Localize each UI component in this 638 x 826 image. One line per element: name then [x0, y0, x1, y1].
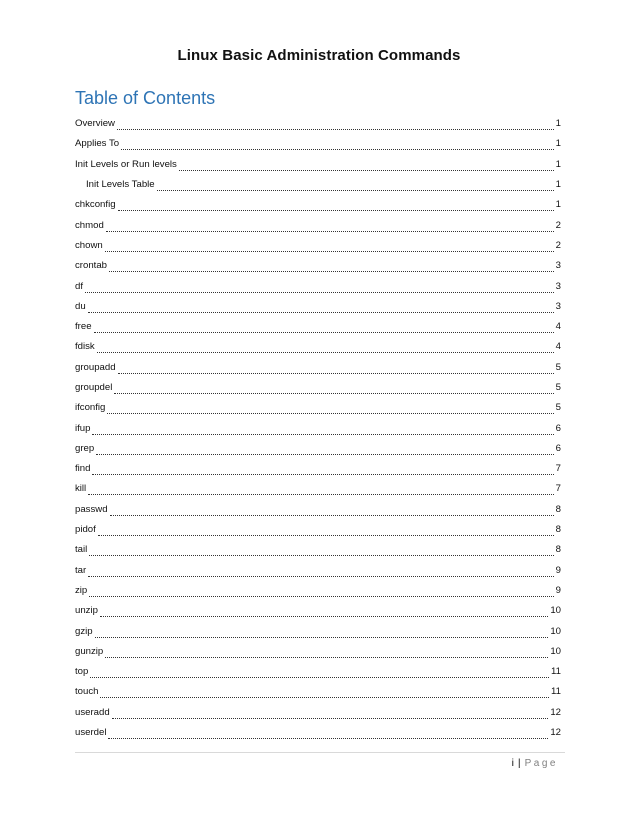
toc-entry-label[interactable]: crontab [75, 260, 107, 272]
toc-dot-leader [88, 305, 554, 313]
toc-entry-label[interactable]: passwd [75, 503, 108, 515]
toc-dot-leader [88, 487, 553, 495]
toc-heading: Table of Contents [75, 88, 216, 108]
toc-entry[interactable] [75, 642, 561, 662]
toc-entry-page[interactable]: 7 [555, 463, 561, 475]
toc-dot-leader [112, 711, 549, 719]
toc-entry-page[interactable]: 6 [555, 422, 561, 434]
toc-entry-page[interactable]: 5 [555, 402, 561, 414]
toc-entry-label[interactable]: du [75, 300, 86, 312]
toc-entry-page[interactable]: 4 [555, 341, 561, 353]
toc-entry[interactable] [75, 581, 561, 601]
toc-entry[interactable] [75, 215, 561, 235]
toc-entry[interactable] [75, 276, 561, 296]
toc-entry[interactable] [75, 601, 561, 621]
toc-entry-label[interactable]: Overview [75, 118, 115, 130]
toc-entry-label[interactable]: gzip [75, 625, 93, 637]
toc-dot-leader [94, 325, 554, 333]
toc-dot-leader [179, 163, 554, 171]
toc-entry[interactable] [75, 418, 561, 438]
toc-dot-leader [121, 142, 554, 150]
toc-entry-page[interactable]: 10 [550, 625, 561, 637]
toc-entry-page[interactable]: 4 [555, 321, 561, 333]
toc-dot-leader [100, 690, 549, 698]
toc-entry-page[interactable]: 5 [555, 361, 561, 373]
toc-entry-label[interactable]: chmod [75, 219, 104, 231]
toc-dot-leader [105, 244, 554, 252]
toc-entry[interactable] [75, 500, 561, 520]
toc-entry[interactable] [75, 337, 561, 357]
toc-entry-label[interactable]: zip [75, 584, 88, 596]
toc-entry-page[interactable]: 11 [551, 666, 561, 678]
toc-entry[interactable] [75, 439, 561, 459]
toc-entry-page[interactable]: 3 [555, 260, 561, 272]
toc-entry-page[interactable]: 6 [555, 442, 561, 454]
toc-entry-label[interactable]: chkconfig [75, 199, 116, 211]
toc-entry[interactable] [75, 561, 561, 581]
toc-entry-label[interactable]: top [75, 666, 89, 678]
toc-dot-leader [85, 285, 554, 293]
toc-dot-leader [96, 447, 553, 455]
toc-entry-page[interactable]: 5 [555, 382, 561, 393]
toc-entry[interactable] [75, 134, 561, 154]
toc-entry-label[interactable]: useradd [75, 706, 110, 718]
toc-entry-page[interactable]: 9 [555, 584, 561, 596]
toc-entry-label[interactable]: userdel [75, 727, 107, 739]
toc-entry-page[interactable]: 1 [555, 179, 561, 191]
toc-entry-page[interactable]: 3 [555, 280, 561, 292]
toc-entry[interactable] [75, 155, 561, 175]
toc-dot-leader [106, 224, 554, 232]
toc-dot-leader [95, 630, 549, 638]
footer-separator: | [517, 757, 521, 769]
toc-entry[interactable] [75, 398, 561, 418]
toc-dot-leader [110, 508, 554, 516]
toc-dot-leader [89, 589, 553, 597]
toc-entry[interactable] [75, 703, 561, 723]
toc-dot-leader [114, 386, 553, 394]
toc-entry-label[interactable]: pidof [75, 524, 96, 536]
footer-page-number: i [511, 757, 514, 769]
toc-dot-leader [92, 427, 553, 435]
toc-entry-label[interactable]: unzip [75, 605, 98, 617]
toc-entry[interactable] [75, 195, 561, 215]
toc-entry-page[interactable]: 9 [555, 564, 561, 576]
toc-entry[interactable] [75, 479, 561, 499]
toc-entry-label[interactable]: fdisk [75, 341, 95, 353]
toc-dot-leader [97, 345, 554, 353]
page-footer [512, 757, 558, 769]
toc-dot-leader [90, 670, 549, 678]
footer-divider [75, 752, 565, 753]
toc-entry[interactable] [75, 236, 561, 256]
toc-entry-page[interactable]: 1 [555, 118, 561, 130]
toc-dot-leader [118, 366, 554, 374]
toc-entry[interactable] [75, 317, 561, 337]
toc-entry-page[interactable]: 1 [555, 158, 561, 170]
table-of-contents [75, 114, 561, 743]
toc-entry-page[interactable]: 8 [555, 524, 561, 536]
toc-dot-leader [98, 528, 554, 536]
toc-dot-leader [107, 406, 553, 414]
toc-entry[interactable] [75, 297, 561, 317]
toc-entry-label[interactable]: grep [75, 442, 95, 454]
toc-entry-label[interactable]: groupadd [75, 361, 116, 373]
toc-entry[interactable] [75, 662, 561, 682]
toc-entry-label[interactable]: touch [75, 686, 99, 698]
toc-entry-label[interactable]: gunzip [75, 645, 104, 657]
toc-entry[interactable] [75, 459, 561, 479]
toc-entry-page[interactable]: 8 [555, 544, 561, 556]
toc-dot-leader [157, 183, 554, 191]
toc-entry[interactable] [75, 358, 561, 378]
toc-entry-page[interactable]: 11 [551, 686, 561, 698]
toc-entry[interactable] [75, 378, 561, 398]
toc-entry-page[interactable]: 10 [550, 605, 561, 617]
toc-entry-label[interactable]: Init Levels Table [86, 179, 155, 191]
toc-entry-label[interactable]: ifup [75, 422, 91, 434]
toc-entry-page[interactable]: 2 [555, 239, 561, 251]
toc-entry-page[interactable]: 2 [555, 219, 561, 231]
toc-dot-leader [108, 731, 548, 739]
toc-entry-label[interactable]: ifconfig [75, 402, 106, 414]
toc-entry-label[interactable]: find [75, 463, 91, 475]
toc-entry-label[interactable]: df [75, 280, 84, 292]
toc-dot-leader [109, 264, 554, 272]
toc-entry-page[interactable]: 1 [555, 199, 561, 211]
toc-entry-label[interactable]: Init Levels or Run levels [75, 158, 177, 170]
toc-dot-leader [89, 548, 553, 556]
toc-dot-leader [92, 467, 553, 475]
toc-entry[interactable] [75, 621, 561, 641]
footer-page-word: Page [524, 757, 558, 769]
toc-entry-label[interactable]: tar [75, 564, 87, 576]
toc-entry-page[interactable]: 12 [550, 727, 561, 739]
toc-dot-leader [117, 122, 554, 130]
toc-entry-page[interactable]: 8 [555, 503, 561, 515]
toc-entry[interactable] [75, 256, 561, 276]
toc-entry[interactable] [75, 682, 561, 702]
toc-entry-label[interactable]: groupdel [75, 382, 113, 393]
toc-entry-label[interactable]: tail [75, 544, 88, 556]
toc-entry-label[interactable]: kill [75, 483, 87, 495]
toc-entry-page[interactable]: 10 [550, 645, 561, 657]
toc-entry[interactable] [75, 520, 561, 540]
toc-entry[interactable] [75, 723, 561, 743]
toc-dot-leader [100, 609, 548, 617]
toc-entry-label[interactable]: Applies To [75, 138, 120, 150]
document-title: Linux Basic Administration Commands [177, 47, 461, 64]
toc-entry[interactable] [75, 540, 561, 560]
toc-entry-label[interactable]: free [75, 321, 92, 333]
toc-entry[interactable] [75, 114, 561, 134]
toc-entry-page[interactable]: 7 [555, 483, 561, 495]
toc-dot-leader [88, 569, 553, 577]
toc-entry-page[interactable]: 12 [550, 706, 561, 718]
toc-dot-leader [118, 203, 554, 211]
toc-entry-page[interactable]: 3 [555, 300, 561, 312]
toc-entry-page[interactable]: 1 [555, 138, 561, 150]
toc-entry[interactable] [75, 175, 561, 195]
toc-dot-leader [105, 650, 548, 658]
toc-entry-label[interactable]: chown [75, 239, 103, 251]
